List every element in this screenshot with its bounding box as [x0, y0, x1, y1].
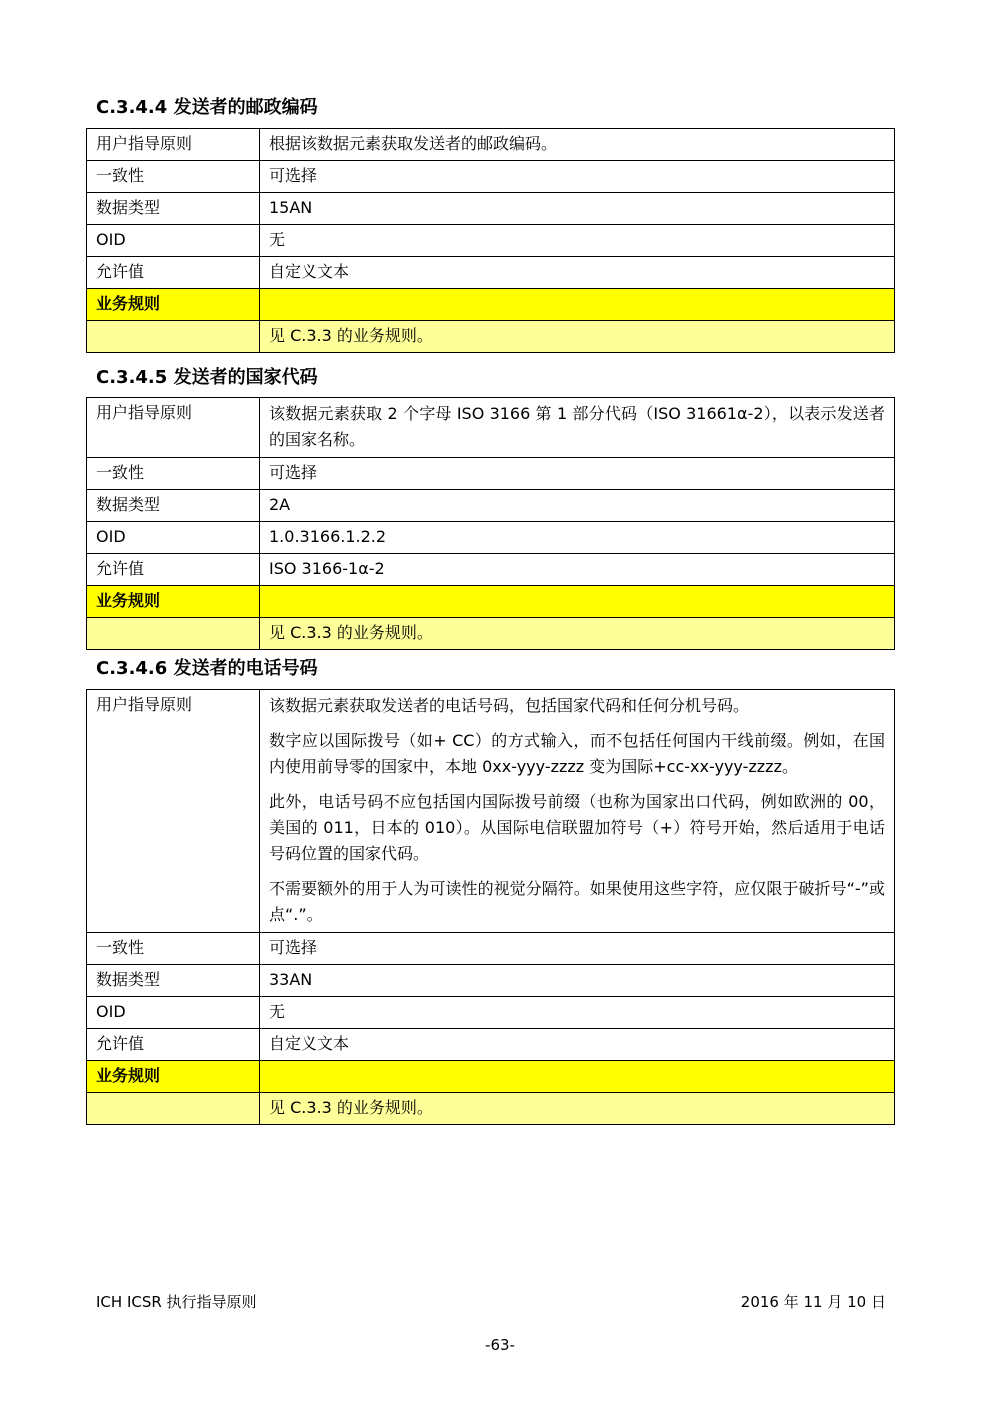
row-value: ISO 3166-1α-2: [260, 554, 895, 586]
row-label: 数据类型: [87, 490, 260, 522]
page-number: -63-: [485, 1336, 515, 1354]
table-row: [87, 997, 895, 1029]
business-rules-header-empty: [260, 289, 895, 321]
row-label: 用户指导原则: [87, 129, 260, 161]
business-rules-text: 见 C.3.3 的业务规则。: [260, 321, 895, 353]
table-row: [87, 398, 895, 458]
table-row: [87, 965, 895, 997]
row-value: 可选择: [260, 933, 895, 965]
row-label: 允许值: [87, 257, 260, 289]
guidance-paragraph: 该数据元素获取发送者的电话号码，包括国家代码和任何分机号码。: [269, 696, 750, 715]
business-rules-header-empty: [260, 1061, 895, 1093]
row-value: 可选择: [260, 161, 895, 193]
table-row: [87, 193, 895, 225]
row-value: 自定义文本: [260, 257, 895, 289]
section-title: C.3.4.6 发送者的电话号码: [96, 658, 318, 679]
section-title: C.3.4.4 发送者的邮政编码: [96, 97, 318, 118]
business-rules-empty: [87, 1093, 260, 1125]
spec-table-country-code: [86, 397, 895, 650]
business-rules-text: 见 C.3.3 的业务规则。: [260, 1093, 895, 1125]
row-value: 无: [260, 997, 895, 1029]
row-value: 33AN: [260, 965, 895, 997]
table-row: [87, 225, 895, 257]
footer-date: 2016 年 11 月 10 日: [740, 1293, 886, 1311]
business-rules-label: 业务规则: [87, 289, 260, 321]
business-rules-row: [87, 618, 895, 650]
row-label: 一致性: [87, 458, 260, 490]
table-row: [87, 554, 895, 586]
footer-document-title: ICH ICSR 执行指导原则: [96, 1293, 257, 1311]
guidance-paragraph: 不需要额外的用于人为可读性的视觉分隔符。如果使用这些字符，应仅限于破折号“-”或点“.”。: [269, 879, 885, 924]
row-value: 2A: [260, 490, 895, 522]
table-row: [87, 257, 895, 289]
row-label: 用户指导原则: [87, 690, 260, 933]
row-value: 1.0.3166.1.2.2: [260, 522, 895, 554]
row-label: 一致性: [87, 933, 260, 965]
row-value: 根据该数据元素获取发送者的邮政编码。: [260, 129, 895, 161]
table-row: [87, 1029, 895, 1061]
table-row: [87, 129, 895, 161]
table-row: [87, 690, 895, 933]
business-rules-label: 业务规则: [87, 1061, 260, 1093]
business-rules-row: [87, 1093, 895, 1125]
spec-table-phone-number: [86, 689, 895, 1125]
row-label: 数据类型: [87, 965, 260, 997]
table-row: [87, 522, 895, 554]
spec-table-postal-code: [86, 128, 895, 353]
row-label: 允许值: [87, 554, 260, 586]
business-rules-row: [87, 321, 895, 353]
row-value: 15AN: [260, 193, 895, 225]
guidance-paragraph: 此外，电话号码不应包括国内国际拨号前缀（也称为国家出口代码，例如欧洲的 00，美国的 011，日本的 010）。从国际电信联盟加符号（+）符号开始，然后适用于电话号码位置的国家代码。: [269, 792, 885, 863]
business-rules-empty: [87, 321, 260, 353]
table-row: [87, 458, 895, 490]
business-rules-empty: [87, 618, 260, 650]
row-label: OID: [87, 225, 260, 257]
row-label: 一致性: [87, 161, 260, 193]
business-rules-header-row: [87, 289, 895, 321]
guidance-text: 该数据元素获取 2 个字母 ISO 3166 第 1 部分代码（ISO 31661α-2），以表示发送者的国家名称。: [269, 404, 885, 449]
row-value: 无: [260, 225, 895, 257]
row-label: OID: [87, 522, 260, 554]
row-label: 允许值: [87, 1029, 260, 1061]
table-row: [87, 161, 895, 193]
row-value: [260, 690, 895, 933]
table-row: [87, 933, 895, 965]
business-rules-header-empty: [260, 586, 895, 618]
row-value: [260, 398, 895, 458]
section-title: C.3.4.5 发送者的国家代码: [96, 367, 318, 388]
row-label: 数据类型: [87, 193, 260, 225]
row-value: 自定义文本: [260, 1029, 895, 1061]
guidance-paragraph: 数字应以国际拨号（如+ CC）的方式输入，而不包括任何国内干线前缀。例如，在国内使用前导零的国家中，本地 0xx-yyy-zzzz 变为国际+cc-xx-yyy-zzzz。: [269, 731, 885, 776]
business-rules-label: 业务规则: [87, 586, 260, 618]
business-rules-header-row: [87, 586, 895, 618]
row-label: 用户指导原则: [87, 398, 260, 458]
row-value: 可选择: [260, 458, 895, 490]
business-rules-header-row: [87, 1061, 895, 1093]
table-row: [87, 490, 895, 522]
business-rules-text: 见 C.3.3 的业务规则。: [260, 618, 895, 650]
row-label: OID: [87, 997, 260, 1029]
